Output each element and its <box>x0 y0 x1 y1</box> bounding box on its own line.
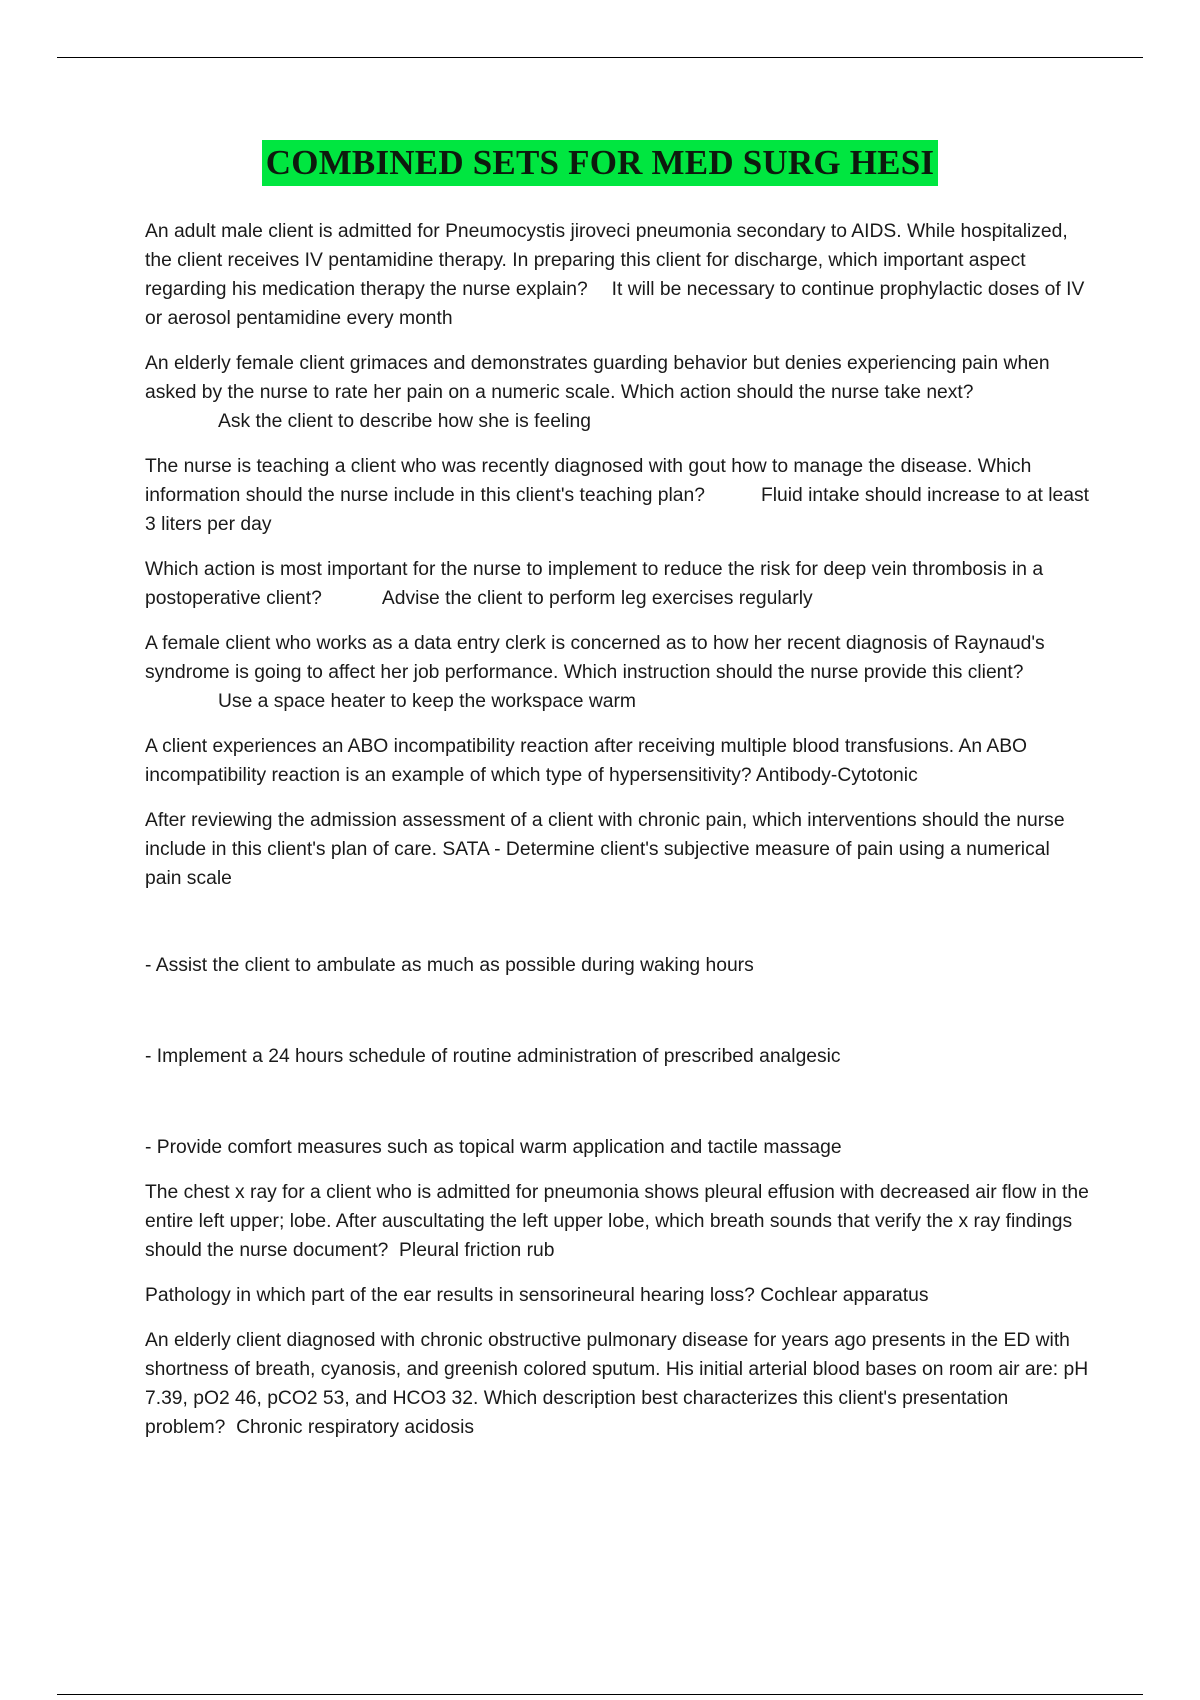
qa-item-10 <box>145 1326 1090 1442</box>
document-title: COMBINED SETS FOR MED SURG HESI <box>262 140 938 186</box>
qa-item-5 <box>145 629 1090 716</box>
answer-text: Chronic respiratory acidosis <box>236 1417 474 1438</box>
qa-item-6 <box>145 732 1090 790</box>
document-body <box>145 217 1090 1458</box>
qa-item-8 <box>145 1178 1090 1265</box>
question-text: A female client who works as a data entry clerk is concerned as to how her recent diagnosis of Raynaud's syndrome is going to affect her job performance. Which instruction should the nurse provide this client? <box>145 633 1045 683</box>
question-text: An elderly female client grimaces and demonstrates guarding behavior but denies experiencing pain when asked by the nurse to rate her pain on a numeric scale. Which action should the nurse take next? <box>145 353 1050 403</box>
answer-text: Pleural friction rub <box>399 1240 555 1261</box>
question-text: The chest x ray for a client who is admitted for pneumonia shows pleural effusion with decreased air flow in the entire left upper; lobe. After auscultating the left upper lobe, which breath sounds that verify the x ray findings should the nurse document? <box>145 1182 1089 1261</box>
title-container <box>0 140 1200 186</box>
answer-text: - Determine client's subjective measure of pain using a numerical pain scale <box>145 839 1050 889</box>
qa-item-7 <box>145 806 1090 893</box>
qa-item-3 <box>145 452 1090 539</box>
question-text: An elderly client diagnosed with chronic obstructive pulmonary disease for years ago presents in the ED with shortness of breath, cyanosis, and greenish colored sputum. His initial arterial blood bases on room air are: pH 7.39, pO2 46, pCO2 53, and HCO3 32. Which description best characterizes this client's presentation problem? <box>145 1330 1089 1438</box>
question-text: An adult male client is admitted for Pneumocystis jiroveci pneumonia secondary to AIDS. While hospitalized, the client receives IV pentamidine therapy. In preparing this client for discharge, which important aspect regarding his medication therapy the nurse explain? <box>145 221 1068 300</box>
answer-text: It will be necessary to continue prophylactic doses of IV or aerosol pentamidine every month <box>145 279 1085 329</box>
qa-item-1 <box>145 217 1090 333</box>
answer-text: Ask the client to describe how she is feeling <box>218 411 591 432</box>
qa-item-9 <box>145 1281 1090 1310</box>
sata-answer-3: - Provide comfort measures such as topical warm application and tactile massage <box>145 1137 842 1158</box>
question-text: Which action is most important for the nurse to implement to reduce the risk for deep vein thrombosis in a postoperative client? <box>145 559 1044 609</box>
top-rule <box>57 57 1143 58</box>
question-text: Pathology in which part of the ear results in sensorineural hearing loss? <box>145 1285 755 1306</box>
answer-text: Cochlear apparatus <box>760 1285 929 1306</box>
answer-text: Advise the client to perform leg exercises regularly <box>381 588 813 609</box>
question-text: A client experiences an ABO incompatibility reaction after receiving multiple blood transfusions. An ABO incompatibility reaction is an example of which type of hypersensitivity? <box>145 736 1028 786</box>
question-text: The nurse is teaching a client who was recently diagnosed with gout how to manage the disease. Which information should the nurse include in this client's teaching plan? <box>145 456 1032 506</box>
question-text: After reviewing the admission assessment of a client with chronic pain, which interventions should the nurse include in this client's plan of care. SATA <box>145 810 1065 860</box>
answer-text: Antibody-Cytotonic <box>755 765 918 786</box>
answer-text: Fluid intake should increase to at least 3 liters per day <box>145 485 1089 535</box>
answer-text: Use a space heater to keep the workspace warm <box>218 691 636 712</box>
qa-item-4 <box>145 555 1090 613</box>
sata-answer-2: - Implement a 24 hours schedule of routine administration of prescribed analgesic <box>145 1046 841 1067</box>
qa-item-2 <box>145 349 1090 436</box>
sata-answer-1: - Assist the client to ambulate as much as possible during waking hours <box>145 955 754 976</box>
bottom-rule <box>57 1694 1143 1695</box>
